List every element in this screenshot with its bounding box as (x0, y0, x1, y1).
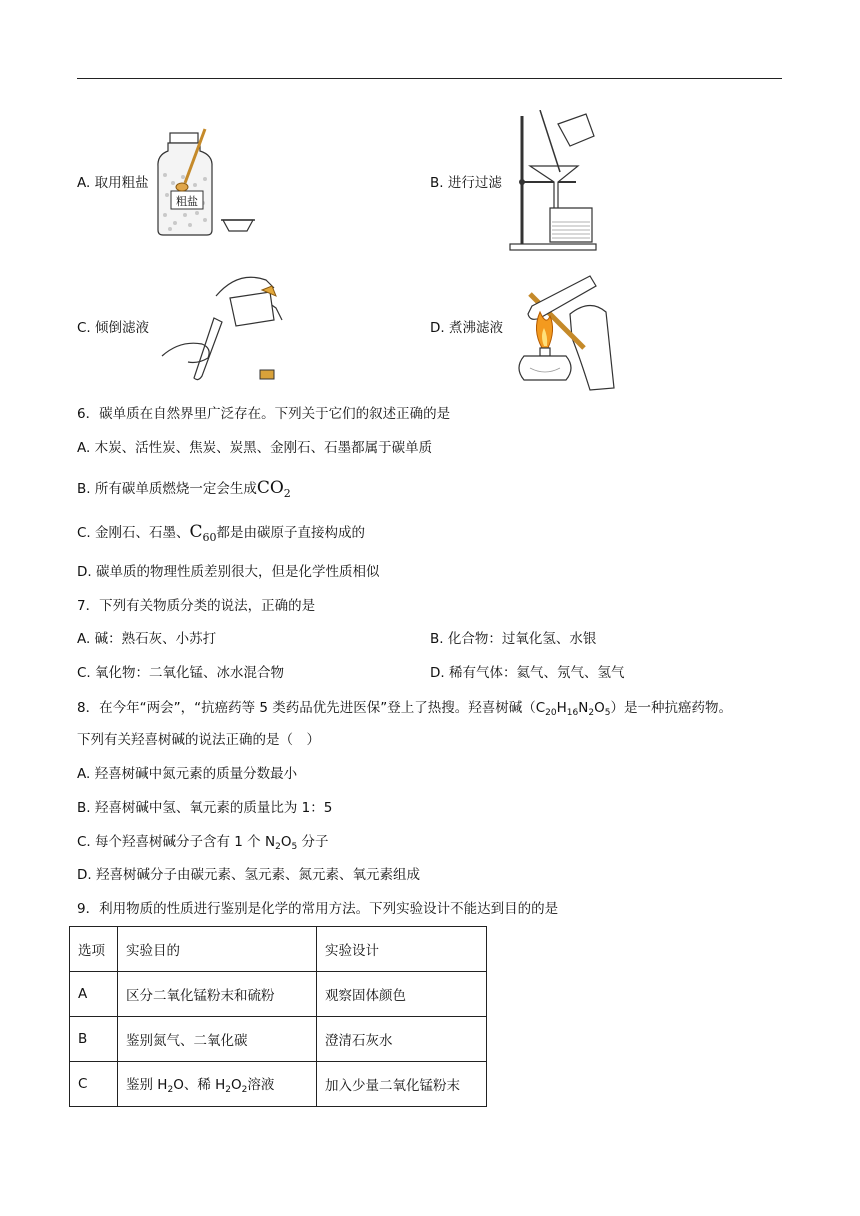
table-header-cell: 实验目的 (118, 927, 317, 972)
q6-option-a: A. 木炭、活性炭、焦炭、炭黑、金刚石、石墨都属于碳单质 (77, 440, 433, 456)
table-cell: C (70, 1062, 118, 1107)
q8-stem: 8．在今年“两会”，“抗癌药等 5 类药品优先进医保”登上了热搜。羟喜树碱$(C_{20}H_{16}N_2O_5)$是一种抗癌药物。 (77, 700, 732, 718)
table-cell: A (70, 972, 118, 1017)
q7-option-a: A. 碱：熟石灰、小苏打 (77, 631, 217, 647)
table-row (70, 972, 487, 1017)
table-row (70, 1017, 487, 1062)
q7-option-b: B. 化合物：过氧化氢、水银 (430, 631, 597, 647)
table-header-cell: 实验设计 (317, 927, 487, 972)
q5-option-b: B. 进行过滤 (430, 175, 502, 191)
q5-option-a: A. 取用粗盐 (77, 175, 149, 191)
q7-option-d: D. 稀有气体：氦气、氖气、氢气 (430, 665, 625, 681)
q5-option-c: C. 倾倒滤液 (77, 320, 150, 336)
q9-table (69, 926, 487, 1107)
q8-option-b: B. 羟喜树碱中氢、氧元素的质量比为 1：5 (77, 800, 333, 816)
q8-option-d: D. 羟喜树碱分子由碳元素、氢元素、氮元素、氧元素组成 (77, 867, 420, 883)
pouring-illustration (158, 268, 288, 386)
q8-stem-line2: 下列有关羟喜树碱的说法正确的是（ ） (77, 732, 320, 748)
table-cell: 区分二氧化锰粉末和硫粉 (118, 972, 317, 1017)
table-cell: 加入少量二氧化锰粉末 (317, 1062, 487, 1107)
table-cell: 澄清石灰水 (317, 1017, 487, 1062)
table-row (70, 1062, 487, 1107)
table-header-row (70, 927, 487, 972)
q7-option-c: C. 氧化物：二氧化锰、冰水混合物 (77, 665, 285, 681)
table-cell: 鉴别 $H_2O$、稀 $H_2O_2$溶液 (118, 1062, 317, 1107)
table-cell: 鉴别氮气、二氧化碳 (118, 1017, 317, 1062)
q6-stem: 6．碳单质在自然界里广泛存在。下列关于它们的叙述正确的是 (77, 406, 451, 422)
q5-option-d: D. 煮沸滤液 (430, 320, 503, 336)
filtration-illustration (508, 110, 608, 255)
header-rule (77, 78, 782, 79)
svg-text:粗盐: 粗盐 (176, 195, 198, 208)
q6-option-c: C. 金刚石、石墨、$C_{60}$都是由碳原子直接构成的 (77, 522, 366, 544)
table-cell: B (70, 1017, 118, 1062)
table-cell: 观察固体颜色 (317, 972, 487, 1017)
q6-option-d: D. 碳单质的物理性质差别很大，但是化学性质相似 (77, 564, 380, 580)
q8-option-a: A. 羟喜树碱中氮元素的质量分数最小 (77, 766, 298, 782)
q6-option-b: B. 所有碳单质燃烧一定会生成$CO_2$ (77, 478, 291, 500)
table-header-cell: 选项 (70, 927, 118, 972)
q7-stem: 7．下列有关物质分类的说法，正确的是 (77, 598, 316, 614)
salt-jar-illustration (155, 125, 285, 240)
q8-option-c: C. 每个羟喜树碱分子含有 1 个 $N_2O_5$ 分子 (77, 834, 329, 852)
boiling-illustration (510, 268, 620, 392)
q9-stem: 9．利用物质的性质进行鉴别是化学的常用方法。下列实验设计不能达到目的的是 (77, 901, 559, 917)
